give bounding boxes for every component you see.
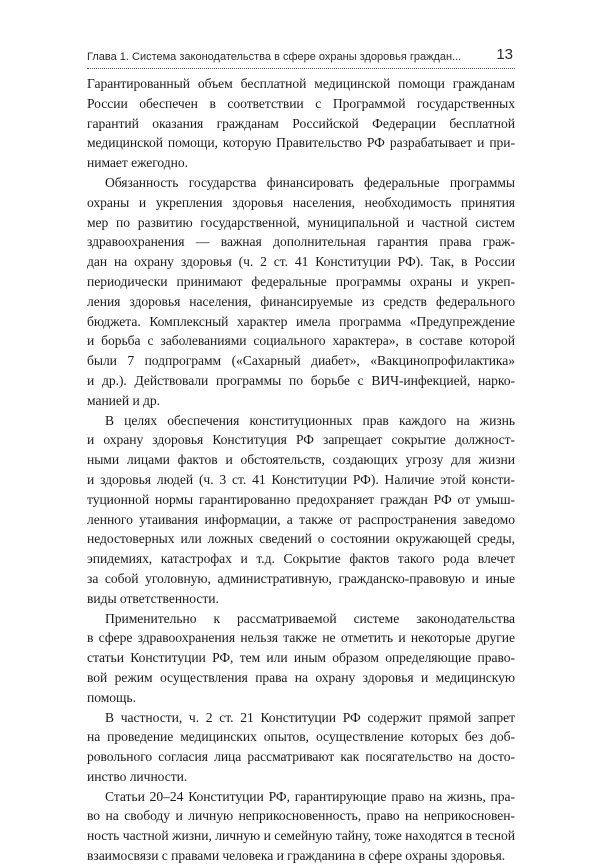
paragraph: [87, 609, 515, 708]
paragraph: [87, 787, 515, 866]
text-line: ными лицами фактов и обстоятельств, создающих угрозу для жизни: [87, 452, 515, 468]
text-line: статьи Конституции РФ, тем или иным образом определяющие право-: [87, 650, 515, 666]
text-line: взаимосвязи с правами человека и гражданина в сфере охраны здоровья.: [87, 848, 506, 864]
text-line: виды ответственности.: [87, 590, 219, 606]
text-line: Статьи 20–24 Конституции РФ, гарантирующие право на жизнь, пра-: [105, 788, 515, 804]
text-line: медицинской помощи, которую Правительство РФ разрабатывает и при-: [87, 135, 515, 151]
text-line: в сфере здравоохранения нельзя также не отметить и некоторые другие: [87, 630, 515, 646]
text-line: ровольного согласия лица рассматривают как посягательство на досто-: [87, 749, 515, 765]
text-line: инство личности.: [87, 768, 188, 784]
text-line: и борьба с заболеваниями социального характера», в составе которой: [87, 333, 515, 349]
text-line: России обеспечен в соответствии с Программой государственных: [87, 95, 515, 111]
running-title: Глава 1. Система законодательства в сфере охраны здоровья граждан...: [87, 51, 462, 63]
text-line: гарантий оказания гражданам Российской Федерации бесплатной: [87, 115, 515, 131]
text-line: охраны и укрепления здоровья населения, необходимость принятия: [87, 194, 515, 210]
running-header: [87, 44, 515, 69]
text-line: периодически принимают федеральные программы охраны и укреп-: [87, 273, 515, 289]
text-line: туционной нормы гарантированно предохраняет граждан РФ от умыш-: [87, 491, 515, 507]
paragraph: [87, 708, 515, 787]
paragraph: [87, 74, 515, 173]
text-line: дан на охрану здоровья (ч. 2 ст. 41 Конституции РФ). Так, в России: [87, 254, 515, 270]
body-text: [87, 74, 515, 866]
paragraph: [87, 411, 515, 609]
text-line: эпидемиях, катастрофах и т.д. Сокрытие фактов такого рода влечет: [87, 551, 515, 567]
text-line: Обязанность государства финансировать федеральные программы: [105, 174, 515, 190]
text-line: здравоохранения — важная дополнительная гарантия права граж-: [87, 234, 515, 250]
text-line: В частности, ч. 2 ст. 21 Конституции РФ содержит прямой запрет: [105, 709, 515, 725]
text-line: мер по развитию государственной, муниципальной и частной систем: [87, 214, 515, 230]
text-line: В целях обеспечения конституционных прав каждого на жизнь: [105, 412, 515, 428]
text-line: ления здоровья населения, финансируемые из средств федерального: [87, 293, 515, 309]
text-line: Гарантированный объем бесплатной медицинской помощи гражданам: [87, 76, 515, 91]
text-line: Применительно к рассматриваемой системе законодательства: [105, 610, 515, 626]
text-line: недостоверных или ложных сведений о состоянии окружающей среды,: [87, 531, 515, 547]
text-line: во на свободу и личную неприкосновенность, право на неприкосновен-: [87, 808, 515, 824]
text-line: манией и др.: [87, 392, 160, 408]
paragraph: [87, 173, 515, 411]
text-line: на проведение медицинских опытов, осуществление которых без доб-: [87, 729, 515, 745]
text-line: были 7 подпрограмм («Сахарный диабет», «Вакцинопрофилактика»: [87, 353, 515, 369]
text-line: и здоровья людей (ч. 3 ст. 41 Конституции РФ). Наличие этой консти-: [87, 471, 515, 487]
text-line: нимает ежегодно.: [87, 155, 188, 171]
text-line: и др.). Действовали программы по борьбе с ВИЧ-инфекцией, нарко-: [87, 372, 515, 388]
text-line: ленного утаивания информации, а также от распространения заведомо: [87, 511, 515, 527]
text-line: за собой уголовную, административную, гражданско-правовую и иные: [87, 570, 515, 586]
text-line: бюджета. Комплексный характер имела программа «Предупреждение: [87, 313, 515, 329]
text-line: помощь.: [87, 689, 136, 705]
text-line: и охрану здоровья Конституция РФ запрещает сокрытие должност-: [87, 432, 515, 448]
text-line: ность частной жизни, личную и семейную тайну, тоже находятся в тесной: [87, 828, 515, 844]
text-line: вой режим осуществления права на охрану здоровья и медицинскую: [87, 669, 515, 685]
page-number: 13: [496, 46, 513, 63]
